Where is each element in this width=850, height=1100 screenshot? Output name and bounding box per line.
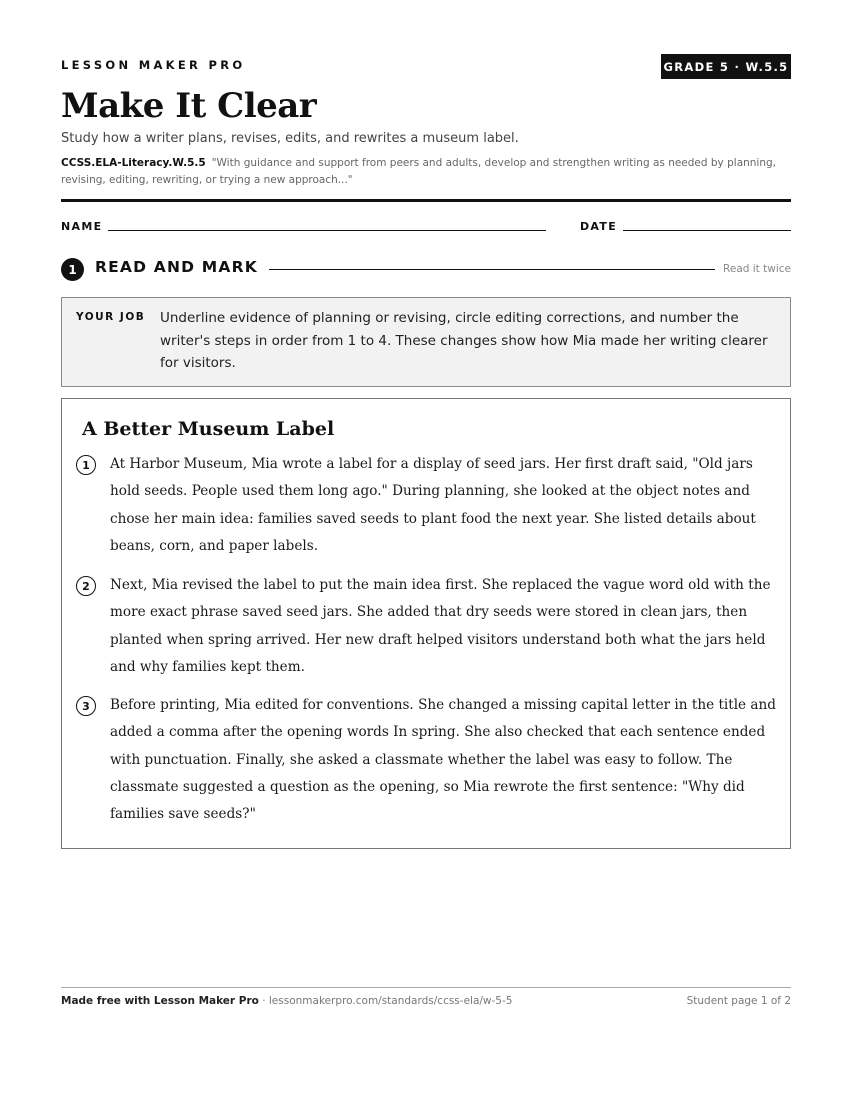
paragraph-text: At Harbor Museum, Mia wrote a label for a display of seed jars. Her first draft said, "Old jars hold seeds. People used them long ago." During planning, she looked at the object notes and chose her main idea: families saved seeds to plant food the next year. She listed details about beans, corn, and paper labels. xyxy=(110,456,756,554)
footer-made-with: Made free with Lesson Maker Pro xyxy=(61,995,259,1007)
header-divider xyxy=(61,199,791,202)
standard-code: CCSS.ELA-Literacy.W.5.5 xyxy=(61,157,206,169)
name-field-line[interactable] xyxy=(108,230,546,231)
paragraph-number: 1 xyxy=(76,455,96,475)
page-title: Make It Clear xyxy=(61,86,317,126)
passage-title: A Better Museum Label xyxy=(82,418,335,440)
footer-credit xyxy=(61,995,512,1007)
instructions-text: Underline evidence of planning or revising, circle editing corrections, and number the writer's steps in order from 1 to 4. These changes show how Mia made her writing clearer for visitors. xyxy=(160,310,768,371)
instructions-box xyxy=(61,297,791,387)
grade-badge: GRADE 5 · W.5.5 xyxy=(661,54,791,79)
section-divider xyxy=(269,269,715,270)
brand-name: LESSON MAKER PRO xyxy=(61,58,246,72)
standard-reference xyxy=(61,155,791,189)
section-title: READ AND MARK xyxy=(95,258,258,276)
name-label: NAME xyxy=(61,220,103,233)
section-number-badge: 1 xyxy=(61,258,84,281)
paragraph-text: Next, Mia revised the label to put the main idea first. She replaced the vague word old with the more exact phrase saved seed jars. She added that dry seeds were stored in clean jars, then planted when spring arrived. Her new draft helped visitors understand both what the jars held and why families kept them. xyxy=(110,577,771,675)
instructions-label: YOUR JOB xyxy=(76,311,146,323)
date-field-line[interactable] xyxy=(623,230,791,231)
paragraph-text: Before printing, Mia edited for conventions. She changed a missing capital letter in the title and added a comma after the opening words In spring. She also checked that each sentence ended with punctuation. Finally, she asked a classmate whether the label was easy to follow. The classmate suggested a question as the opening, so Mia rewrote the first sentence: "Why did families save seeds?" xyxy=(110,697,776,823)
reading-passage xyxy=(61,398,791,849)
page-subtitle: Study how a writer plans, revises, edits, and rewrites a museum label. xyxy=(61,131,519,146)
paragraph-number: 3 xyxy=(76,696,96,716)
footer-url[interactable]: · lessonmakerpro.com/standards/ccss-ela/w-5-5 xyxy=(262,995,513,1007)
worksheet-page xyxy=(61,0,791,1100)
date-label: DATE xyxy=(580,220,618,233)
page-number: Student page 1 of 2 xyxy=(686,995,791,1007)
section-note: Read it twice xyxy=(723,263,791,275)
paragraph-number: 2 xyxy=(76,576,96,596)
footer-divider xyxy=(61,987,791,988)
standard-text: "With guidance and support from peers and adults, develop and strengthen writing as needed by planning, revising, editing, rewriting, or trying a new approach..." xyxy=(61,157,777,186)
